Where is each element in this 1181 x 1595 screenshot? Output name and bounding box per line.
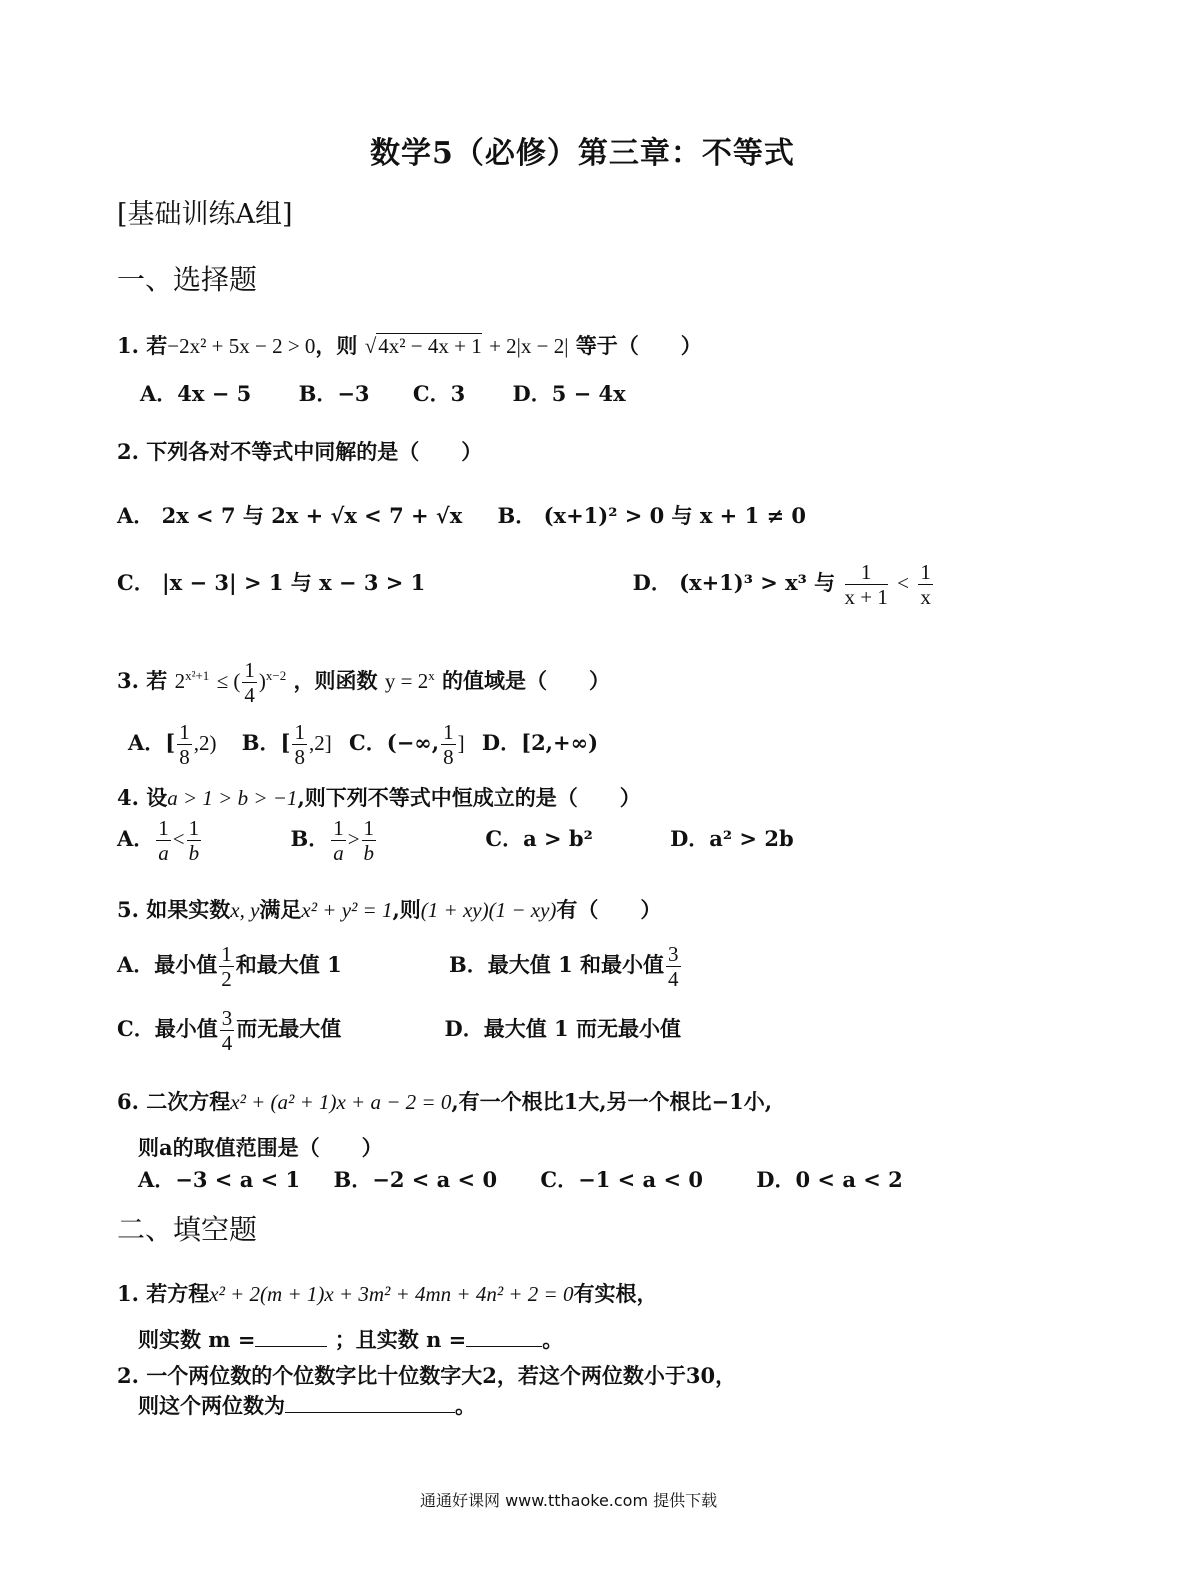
fill-question-1: 1. 若方程x² + 2(m + 1)x + 3m² + 4mn + 4n² + 2 = 0有实根， <box>117 1281 658 1306</box>
option-b: B．[ $\frac{1}{8}$ ,2] <box>241 720 332 769</box>
question-2: 2. 下列各对不等式中同解的是（ ） <box>117 439 483 464</box>
option-a: A． $\frac{1}{a}$ < $\frac{1}{b}$ <box>117 816 200 865</box>
option-c: C．a > b² <box>485 826 593 851</box>
question-1: 1. 若−2x² + 5x − 2 > 0，则 √4x² − 4x + 1 + 2|x − 2| 等于（ ） <box>117 333 702 358</box>
question-5: 5. 如果实数x, y满足x² + y² = 1,则(1 + xy)(1 − xy)有（ ） <box>117 897 662 922</box>
option-d: D．0 < a < 2 <box>756 1167 903 1192</box>
option-d: D．5 − 4x <box>512 381 626 406</box>
option-a: A．最小值 $\frac{1}{2}$ 和最大值 1 <box>117 942 342 991</box>
question-6-options <box>138 1164 903 1194</box>
page-title: 数学5（必修）第三章：不等式 <box>370 136 795 171</box>
answer-blank-n[interactable] <box>466 1346 542 1347</box>
fill-question-1-line2: 则实数 m = ；且实数 n = 。 <box>138 1327 564 1352</box>
option-d: D．a² > 2b <box>670 826 794 851</box>
option-b: B．−2 < a < 0 <box>333 1167 498 1192</box>
question-5-options-cd <box>117 1006 681 1055</box>
section-heading-choice: 一、选择题 <box>117 263 258 296</box>
fill-question-2: 2. 一个两位数的个位数字比十位数字大2，若这个两位数小于30， <box>117 1363 737 1388</box>
option-b: B．最大值 1 和最小值 $\frac{3}{4}$ <box>449 942 679 991</box>
fill-question-2-line2: 则这个两位数为 。 <box>138 1393 476 1418</box>
question-3-options <box>128 720 598 769</box>
question-2-options-ab <box>117 500 806 530</box>
question-3: 3. 若 $2^{x^2+1}$ ≤ ( $\frac{1}{4}$ )$^{x-2}$ ，则函数 $y = 2^x$ 的值域是（ ） <box>117 658 611 707</box>
option-b: B．−3 <box>298 381 370 406</box>
option-a: A． 2x < 7 与 2x + √x < 7 + √x <box>117 503 463 528</box>
option-a: A．−3 < a < 1 <box>138 1167 301 1192</box>
option-d: D．[2,+∞) <box>481 730 599 755</box>
question-6-line2: 则a的取值范围是（ ） <box>138 1135 383 1160</box>
question-6: 6. 二次方程x² + (a² + 1)x + a − 2 = 0,有一个根比1大,另一个根比−1小, <box>117 1089 773 1114</box>
option-c: C．最小值 $\frac{3}{4}$ 而无最大值 <box>117 1006 342 1055</box>
option-a: A．4x − 5 <box>140 381 252 406</box>
question-4: 4. 设a > 1 > b > −1,则下列不等式中恒成立的是（ ） <box>117 785 641 810</box>
option-c: C．(−∞, $\frac{1}{8}$ ] <box>349 720 465 769</box>
option-b: B． $\frac{1}{a}$ > $\frac{1}{b}$ <box>290 816 375 865</box>
question-2-options-cd <box>117 560 935 609</box>
question-5-options-ab <box>117 942 683 991</box>
section-heading-fill: 二、填空题 <box>117 1213 258 1246</box>
sqrt-expr: 4x² − 4x + 1 <box>378 334 482 358</box>
footer-credit: 通通好课网 www.tthaoke.com 提供下载 <box>420 1491 718 1510</box>
question-4-options <box>117 816 794 865</box>
option-d: D．最大值 1 而无最小值 <box>444 1016 681 1041</box>
option-c: C．−1 < a < 0 <box>540 1167 703 1192</box>
option-b: B． (x+1)² > 0 与 x + 1 ≠ 0 <box>497 503 807 528</box>
answer-blank-number[interactable] <box>285 1412 455 1413</box>
group-label: [基础训练A组] <box>117 199 293 230</box>
question-1-options <box>140 378 626 408</box>
option-c: C． |x − 3| > 1 与 x − 3 > 1 <box>117 570 426 595</box>
option-d: D． (x+1)³ > x³ 与 $\frac{1}{x + 1}$ < $\frac{1}{x}$ <box>632 560 931 609</box>
answer-blank-m[interactable] <box>255 1346 327 1347</box>
option-a: A．[ $\frac{1}{8}$ ,2) <box>128 720 217 769</box>
option-c: C．3 <box>412 381 466 406</box>
